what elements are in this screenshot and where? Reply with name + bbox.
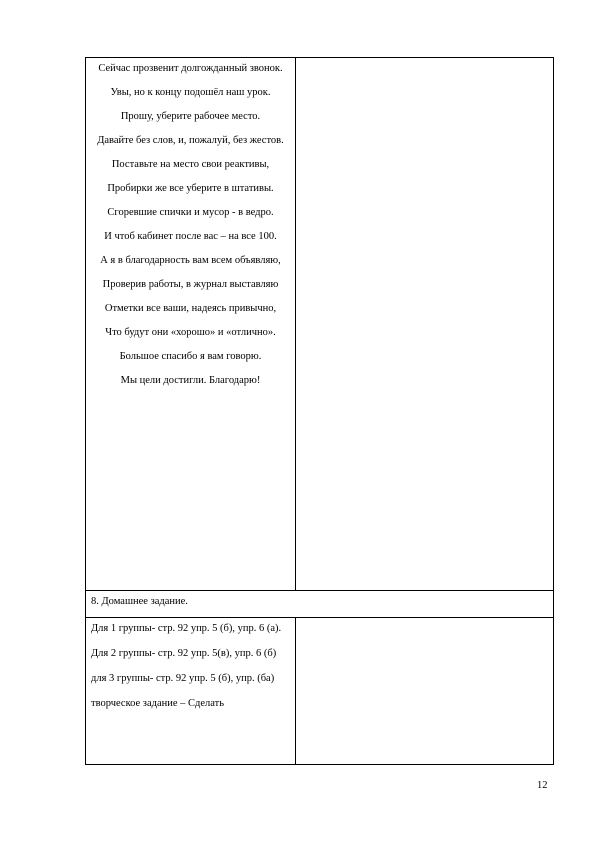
poem-line: Большое спасибо я вам говорю. xyxy=(119,351,262,362)
poem-line: Сгоревшие спички и мусор - в ведро. xyxy=(107,207,274,218)
homework-item: Для 1 группы- стр. 92 упр. 5 (б), упр. 6 (а). xyxy=(91,623,282,634)
homework-list xyxy=(86,618,295,764)
table-row-conclusion xyxy=(86,58,554,591)
poem-line: Что будут они «хорошо» и «отлично». xyxy=(105,327,276,338)
poem-line: Давайте без слов, и, пожалуй, без жестов. xyxy=(97,135,284,146)
homework-item: для 3 группы- стр. 92 упр. 5 (б), упр. (ба) xyxy=(91,673,275,684)
poem-line: Проверив работы, в журнал выставляю xyxy=(102,279,279,290)
poem-line: Пробирки же все уберите в штативы. xyxy=(107,183,274,194)
poem-line: Поставьте на место свои реактивы, xyxy=(111,159,270,170)
page-number: 12 xyxy=(537,780,548,791)
poem-line: Сейчас прозвенит долгожданный звонок. xyxy=(98,63,283,74)
poem-line: Увы, но к концу подошёл наш урок. xyxy=(110,87,271,98)
lesson-plan-table xyxy=(85,57,554,765)
poem-line: И чтоб кабинет после вас – на все 100. xyxy=(104,231,277,242)
table-row-section-heading xyxy=(86,591,554,618)
poem-text xyxy=(86,58,295,590)
empty-cell xyxy=(296,58,554,591)
poem-line: Мы цели достигли. Благодарю! xyxy=(120,375,261,386)
section-heading-cell xyxy=(86,591,554,618)
homework-item: творческое задание – Сделать xyxy=(91,698,225,709)
poem-cell xyxy=(86,58,296,591)
poem-line: А я в благодарность вам всем объявляю, xyxy=(100,255,281,266)
table-row-homework xyxy=(86,618,554,765)
poem-line: Прошу, уберите рабочее место. xyxy=(120,111,261,122)
homework-item: Для 2 группы- стр. 92 упр. 5(в), упр. 6 (б) xyxy=(91,648,277,659)
section-title: 8. Домашнее задание. xyxy=(91,596,188,607)
poem-line: Отметки все ваши, надеясь привычно, xyxy=(104,303,277,314)
empty-cell xyxy=(296,618,554,765)
homework-cell xyxy=(86,618,296,765)
